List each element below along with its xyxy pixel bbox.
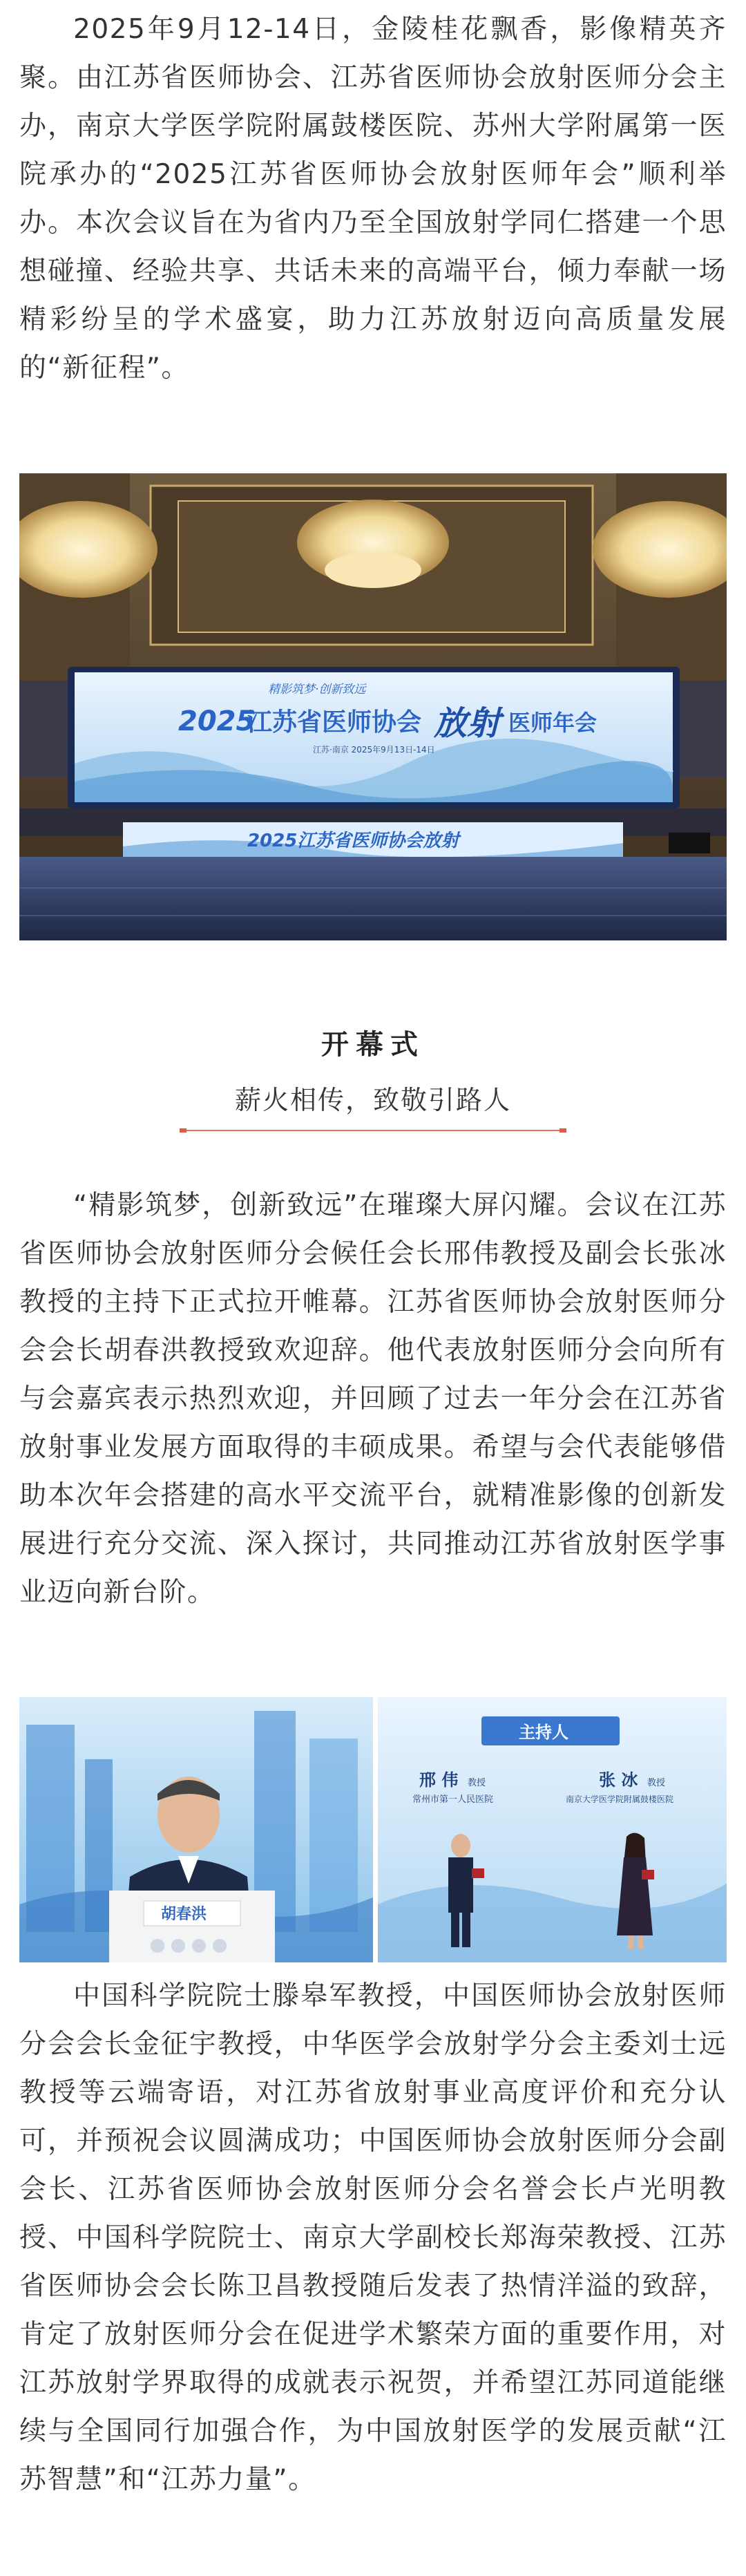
host1-org: 常州市第一人民医院	[412, 1794, 494, 1805]
host2-title: 教授	[647, 1778, 666, 1788]
section-divider	[180, 1128, 566, 1133]
intro-paragraph: 2025年9月12-14日，金陵桂花飘香，影像精英齐聚。由江苏省医师协会、江苏省医师协会放射医师分会主办，南京大学医学院附属鼓楼医院、苏州大学附属第一医院承办的“2025江苏省医师协会放射医师年会”顺利举办。本次会议旨在为省内乃至全国放射学同仁搭建一个思想碰撞、经验共享、共话未来的高端平台，倾力奉献一场精彩纷呈的学术盛宴，助力江苏放射迈向高质量发展的“新征程”。	[19, 14, 727, 383]
screen-title-year: 2025	[178, 705, 256, 737]
host2-org: 南京大学医学院附属鼓楼医院	[566, 1794, 674, 1804]
screen-title-main: 江苏省医师协会	[247, 708, 422, 737]
opening-paragraph: “精影筑梦，创新致远”在璀璨大屏闪耀。会议在江苏省医师协会放射医师分会候任会长邢伟教授及副会长张冰教授的主持下正式拉开帷幕。江苏省医师协会放射医师分会会长胡春洪教授致欢迎辞。他代表放射医师分会向所有与会嘉宾表示热烈欢迎，并回顾了过去一年分会在江苏省放射事业发展方面取得的丰硕成果。希望与会代表能够借助本次年会搭建的高水平交流平台，就精准影像的创新发展进行充分交流、深入探讨，共同推动江苏省放射医学事业迈向新台阶。	[19, 1190, 727, 1608]
section-title: 开幕式	[321, 1029, 425, 1061]
section-subtitle: 薪火相传，致敬引路人	[234, 1085, 511, 1115]
hosts-photo	[378, 1697, 727, 1962]
hosts-banner: 主持人	[519, 1723, 568, 1742]
speaker-photo	[19, 1697, 373, 1962]
screen-slogan: 精影筑梦·创新致远	[268, 683, 366, 697]
screen-title-fang: 放射	[434, 704, 501, 743]
host2-name: 张 冰	[599, 1770, 638, 1790]
host1-name: 邢 伟	[419, 1770, 459, 1790]
host1-title: 教授	[468, 1778, 486, 1788]
screen-title-end: 医师年会	[508, 710, 597, 736]
venue-photo	[19, 473, 727, 940]
podium-name: 胡春洪	[161, 1906, 207, 1923]
screen-place-date: 江苏·南京 2025年9月13日-14日	[313, 745, 435, 755]
guests-paragraph: 中国科学院院士滕皋军教授，中国医师协会放射医师分会会长金征宇教授，中华医学会放射学分会主委刘士远教授等云端寄语，对江苏省放射事业高度评价和充分认可，并预祝会议圆满成功；中国医师协会放射医师分会副会长、江苏省医师协会放射医师分会名誉会长卢光明教授、中国科学院院士、南京大学副校长郑海荣教授、江苏省医师协会会长陈卫昌教授随后发表了热情洋溢的致辞，肯定了放射医师分会在促进学术繁荣方面的重要作用，对江苏放射学界取得的成就表示祝贺，并希望江苏同道能继续与全国同行加强合作，为中国放射医学的发展贡献“江苏智慧”和“江苏力量”。	[19, 1980, 727, 2495]
stage-banner: 2025江苏省医师协会放射	[247, 831, 459, 851]
